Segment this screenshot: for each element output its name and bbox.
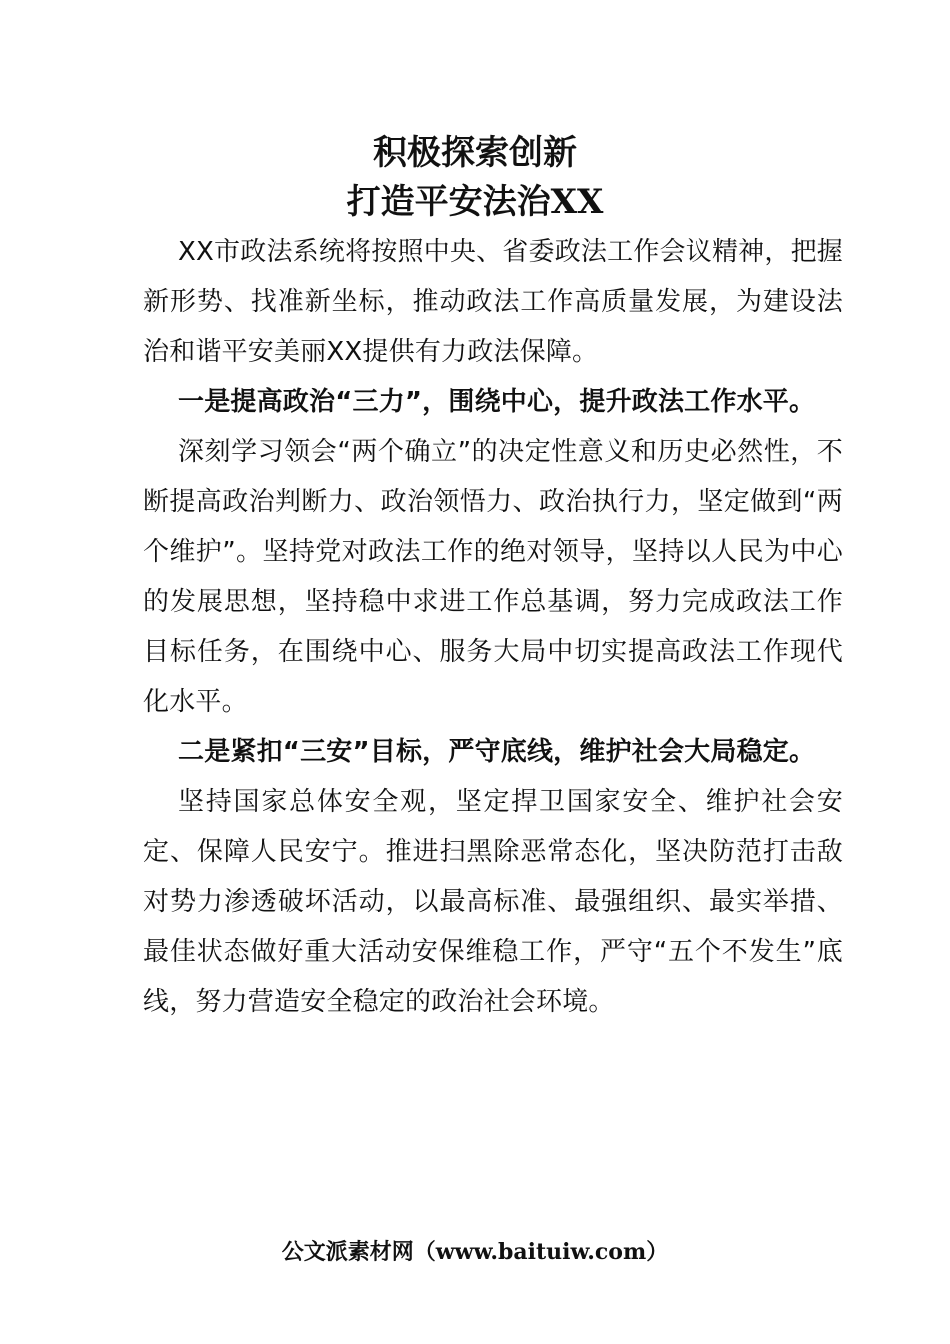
section-heading-2: 二是紧扣“三安”目标，严守底线，维护社会大局稳定。 (178, 737, 816, 767)
section-heading-1: 一是提高政治“三力”，围绕中心，提升政法工作水平。 (178, 387, 816, 417)
document-title-line2: 打造平安法治XX (346, 182, 604, 222)
document-title-line1: 积极探索创新 (373, 133, 577, 173)
document-body (143, 227, 843, 1027)
intro-paragraph: XX市政法系统将按照中央、省委政法工作会议精神，把握新形势、找准新坐标，推动政法工作高质量发展，为建设法治和谐平安美丽XX提供有力政法保障。 (143, 237, 843, 367)
section-body-2: 坚持国家总体安全观，坚定捍卫国家安全、维护社会安定、保障人民安宁。推进扫黑除恶常态化，坚决防范打击敌对势力渗透破坏活动，以最高标准、最强组织、最实举措、最佳状态做好重大活动安保维稳工作，严守“五个不发生”底线，努力营造安全稳定的政治社会环境。 (143, 787, 843, 1017)
section-body-1: 深刻学习领会“两个确立”的决定性意义和历史必然性，不断提高政治判断力、政治领悟力、政治执行力，坚定做到“两个维护”。坚持党对政法工作的绝对领导，坚持以人民为中心的发展思想，坚持稳中求进工作总基调，努力完成政法工作目标任务，在围绕中心、服务大局中切实提高政法工作现代化水平。 (143, 437, 843, 717)
source-footer: 公文派素材网（www.baituiw.com） (281, 1239, 669, 1265)
